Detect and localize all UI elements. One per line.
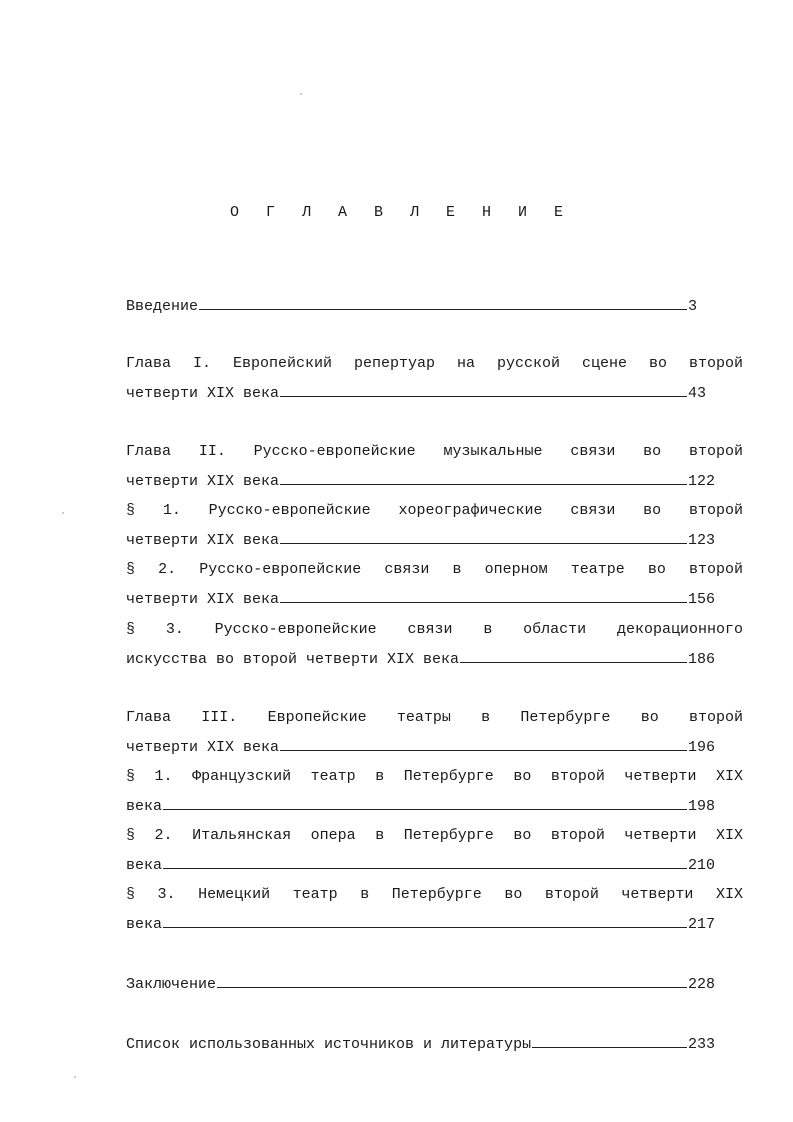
- toc-entry-sources: [126, 1033, 743, 1055]
- toc-entry-ch3-s1-line2: [126, 795, 743, 817]
- toc-entry-ch3-s2-line2: [126, 854, 743, 876]
- scan-speck: [300, 93, 302, 95]
- toc-entry-label: века: [126, 798, 163, 815]
- toc-entry-ch2-s1-line2: [126, 529, 743, 551]
- toc-entry-ch3-s3-line1: § 3. Немецкий театр в Петербурге во второй четверти XIX: [126, 886, 743, 903]
- toc-entry-ch2-s1-line1: § 1. Русско-европейские хореографические связи во второй: [126, 502, 743, 519]
- toc-entry-label: четверти XIX века: [126, 591, 280, 608]
- toc-page-number: 210: [688, 857, 716, 874]
- toc-entry-ch3-s2-line1: § 2. Итальянская опера в Петербурге во второй четверти XIX: [126, 827, 743, 844]
- leader-line: [163, 795, 687, 810]
- toc-entry-label: четверти XIX века: [126, 739, 280, 756]
- toc-entry-ch1-line2: [126, 382, 743, 404]
- toc-entry-ch2-line1: Глава II. Русско-европейские музыкальные связи во второй: [126, 443, 743, 460]
- toc-entry-ch1-line1: Глава I. Европейский репертуар на русской сцене во второй: [126, 355, 743, 372]
- leader-line: [163, 913, 687, 928]
- toc-entry-conclusion: [126, 973, 743, 995]
- toc-entry-label: века: [126, 857, 163, 874]
- toc-entry-label: искусства во второй четверти XIX века: [126, 651, 460, 668]
- toc-entry-label: четверти XIX века: [126, 532, 280, 549]
- leader-line: [217, 973, 687, 988]
- toc-page-number: 217: [688, 916, 716, 933]
- leader-line: [280, 470, 687, 485]
- toc-page-number: 122: [688, 473, 716, 490]
- toc-entry-label: четверти XIX века: [126, 473, 280, 490]
- toc-entry-label: четверти XIX века: [126, 385, 280, 402]
- scan-speck: [62, 512, 64, 514]
- toc-entry-ch3-line2: [126, 736, 743, 758]
- scan-speck: [74, 1076, 76, 1078]
- toc-entry-label: Введение: [126, 298, 199, 315]
- toc-page-number: 228: [688, 976, 716, 993]
- toc-entry-intro: [126, 295, 743, 317]
- toc-page-number: 186: [688, 651, 716, 668]
- leader-line: [280, 529, 687, 544]
- toc-entry-label: века: [126, 916, 163, 933]
- toc-page-number: 198: [688, 798, 716, 815]
- leader-line: [460, 648, 687, 663]
- toc-entry-label: Список использованных источников и литературы: [126, 1036, 532, 1053]
- toc-page-number: 156: [688, 591, 716, 608]
- toc-title: О Г Л А В Л Е Н И Е: [229, 204, 573, 221]
- toc-page-number: 43: [688, 385, 707, 402]
- leader-line: [199, 295, 687, 310]
- toc-entry-ch3-line1: Глава III. Европейские театры в Петербурге во второй: [126, 709, 743, 726]
- toc-entry-label: Заключение: [126, 976, 217, 993]
- leader-line: [280, 382, 687, 397]
- toc-page-number: 3: [688, 298, 698, 315]
- toc-page-number: 123: [688, 532, 716, 549]
- toc-entry-ch2-s2-line1: § 2. Русско-европейские связи в оперном театре во второй: [126, 561, 743, 578]
- leader-line: [280, 736, 687, 751]
- toc-entry-ch2-s3-line2: [126, 648, 743, 670]
- leader-line: [532, 1033, 687, 1048]
- toc-page-number: 196: [688, 739, 716, 756]
- leader-line: [280, 588, 687, 603]
- toc-page-number: 233: [688, 1036, 716, 1053]
- toc-entry-ch3-s3-line2: [126, 913, 743, 935]
- toc-entry-ch3-s1-line1: § 1. Французский театр в Петербурге во второй четверти XIX: [126, 768, 743, 785]
- toc-entry-ch2-line2: [126, 470, 743, 492]
- toc-entry-ch2-s2-line2: [126, 588, 743, 610]
- leader-line: [163, 854, 687, 869]
- toc-entry-ch2-s3-line1: § 3. Русско-европейские связи в области декорационного: [126, 621, 743, 638]
